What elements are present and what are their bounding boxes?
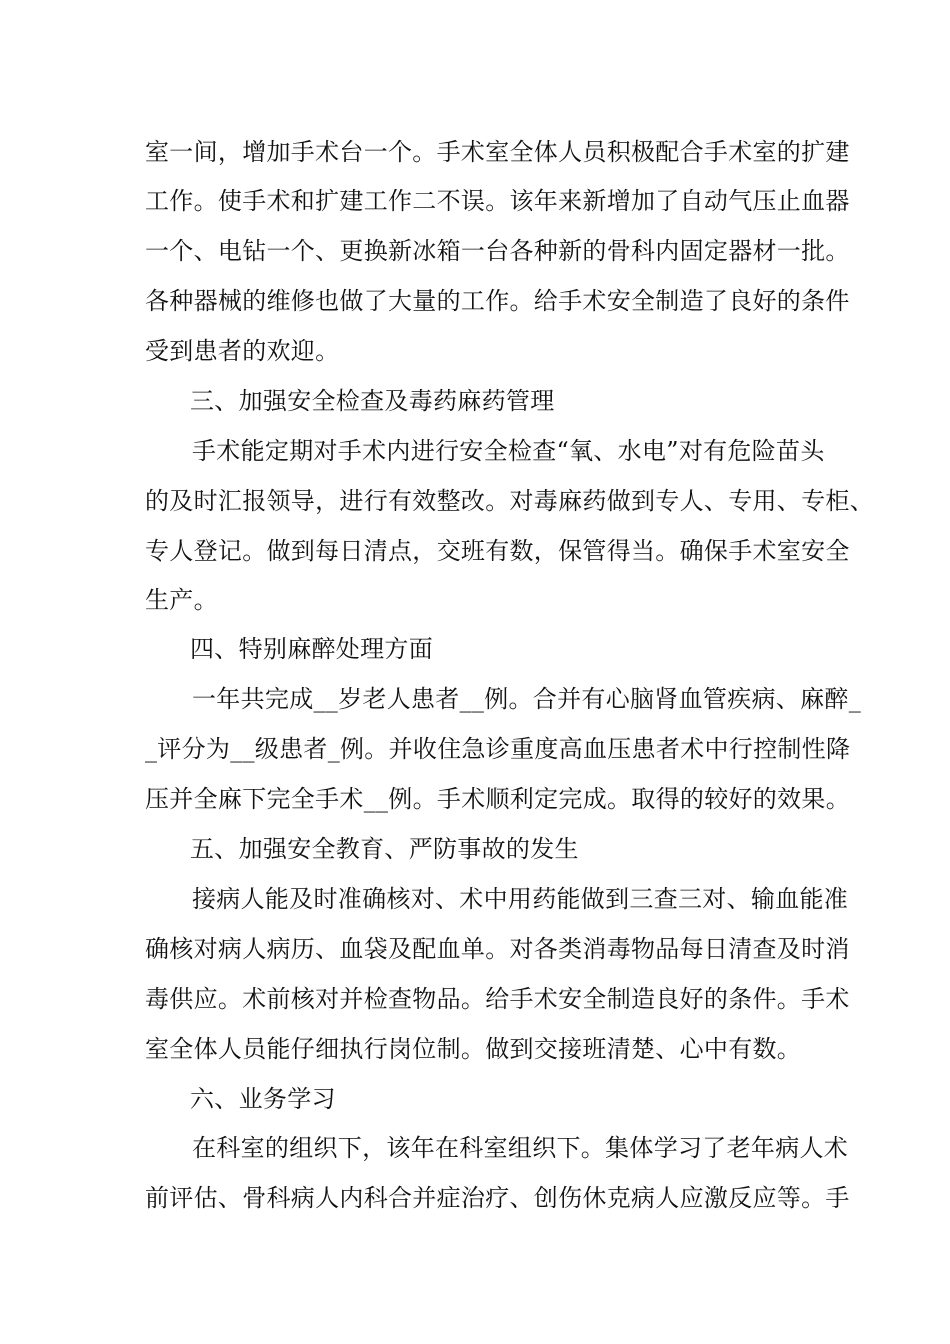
section-heading-6: 六、业务学习 [190,1085,336,1113]
body-text-line: 毒供应。术前核对并检查物品。给手术安全制造良好的条件。手术 [145,985,850,1013]
body-text-line: 各种器械的维修也做了大量的工作。给手术安全制造了良好的条件 [145,287,850,315]
body-text-line: 在科室的组织下，该年在科室组织下。集体学习了老年病人术 [192,1134,849,1162]
body-text-line: 手术能定期对手术内进行安全检查“氧、水电”对有危险苗头 [192,437,825,465]
body-text-line: 前评估、骨科病人内科合并症治疗、创伤休克病人应激反应等。手 [145,1184,850,1212]
body-text-line: 专人登记。做到每日清点，交班有数，保管得当。确保手术室安全 [145,537,850,565]
section-heading-4: 四、特别麻醉处理方面 [190,635,433,663]
body-text-line: 压并全麻下完全手术__例。手术顺利定完成。取得的较好的效果。 [145,785,850,813]
body-text-line: 确核对病人病历、血袋及配血单。对各类消毒物品每日清查及时消 [145,935,850,963]
body-text-line: 室一间，增加手术台一个。手术室全体人员积极配合手术室的扩建 [145,138,850,166]
body-text-line: 一个、电钻一个、更换新冰箱一台各种新的骨科内固定器材一批。 [145,237,850,265]
body-text-line: 工作。使手术和扩建工作二不误。该年来新增加了自动气压止血器 [145,187,850,215]
body-text-line: 生产。 [145,586,218,614]
body-text-line: 一年共完成__岁老人患者__例。合并有心脑肾血管疾病、麻醉_ [192,685,861,713]
body-text-line: _评分为__级患者_例。并收住急诊重度高血压患者术中行控制性降 [145,735,851,763]
section-heading-3: 三、加强安全检查及毒药麻药管理 [190,387,555,415]
body-text-line: 接病人能及时准确核对、术中用药能做到三查三对、输血能准 [192,885,849,913]
body-text-line: 的及时汇报领导，进行有效整改。对毒麻药做到专人、专用、专柜、 [145,487,874,515]
body-text-line: 受到患者的欢迎。 [145,337,340,365]
body-text-line: 室全体人员能仔细执行岗位制。做到交接班清楚、心中有数。 [145,1035,802,1063]
section-heading-5: 五、加强安全教育、严防事故的发生 [190,835,579,863]
